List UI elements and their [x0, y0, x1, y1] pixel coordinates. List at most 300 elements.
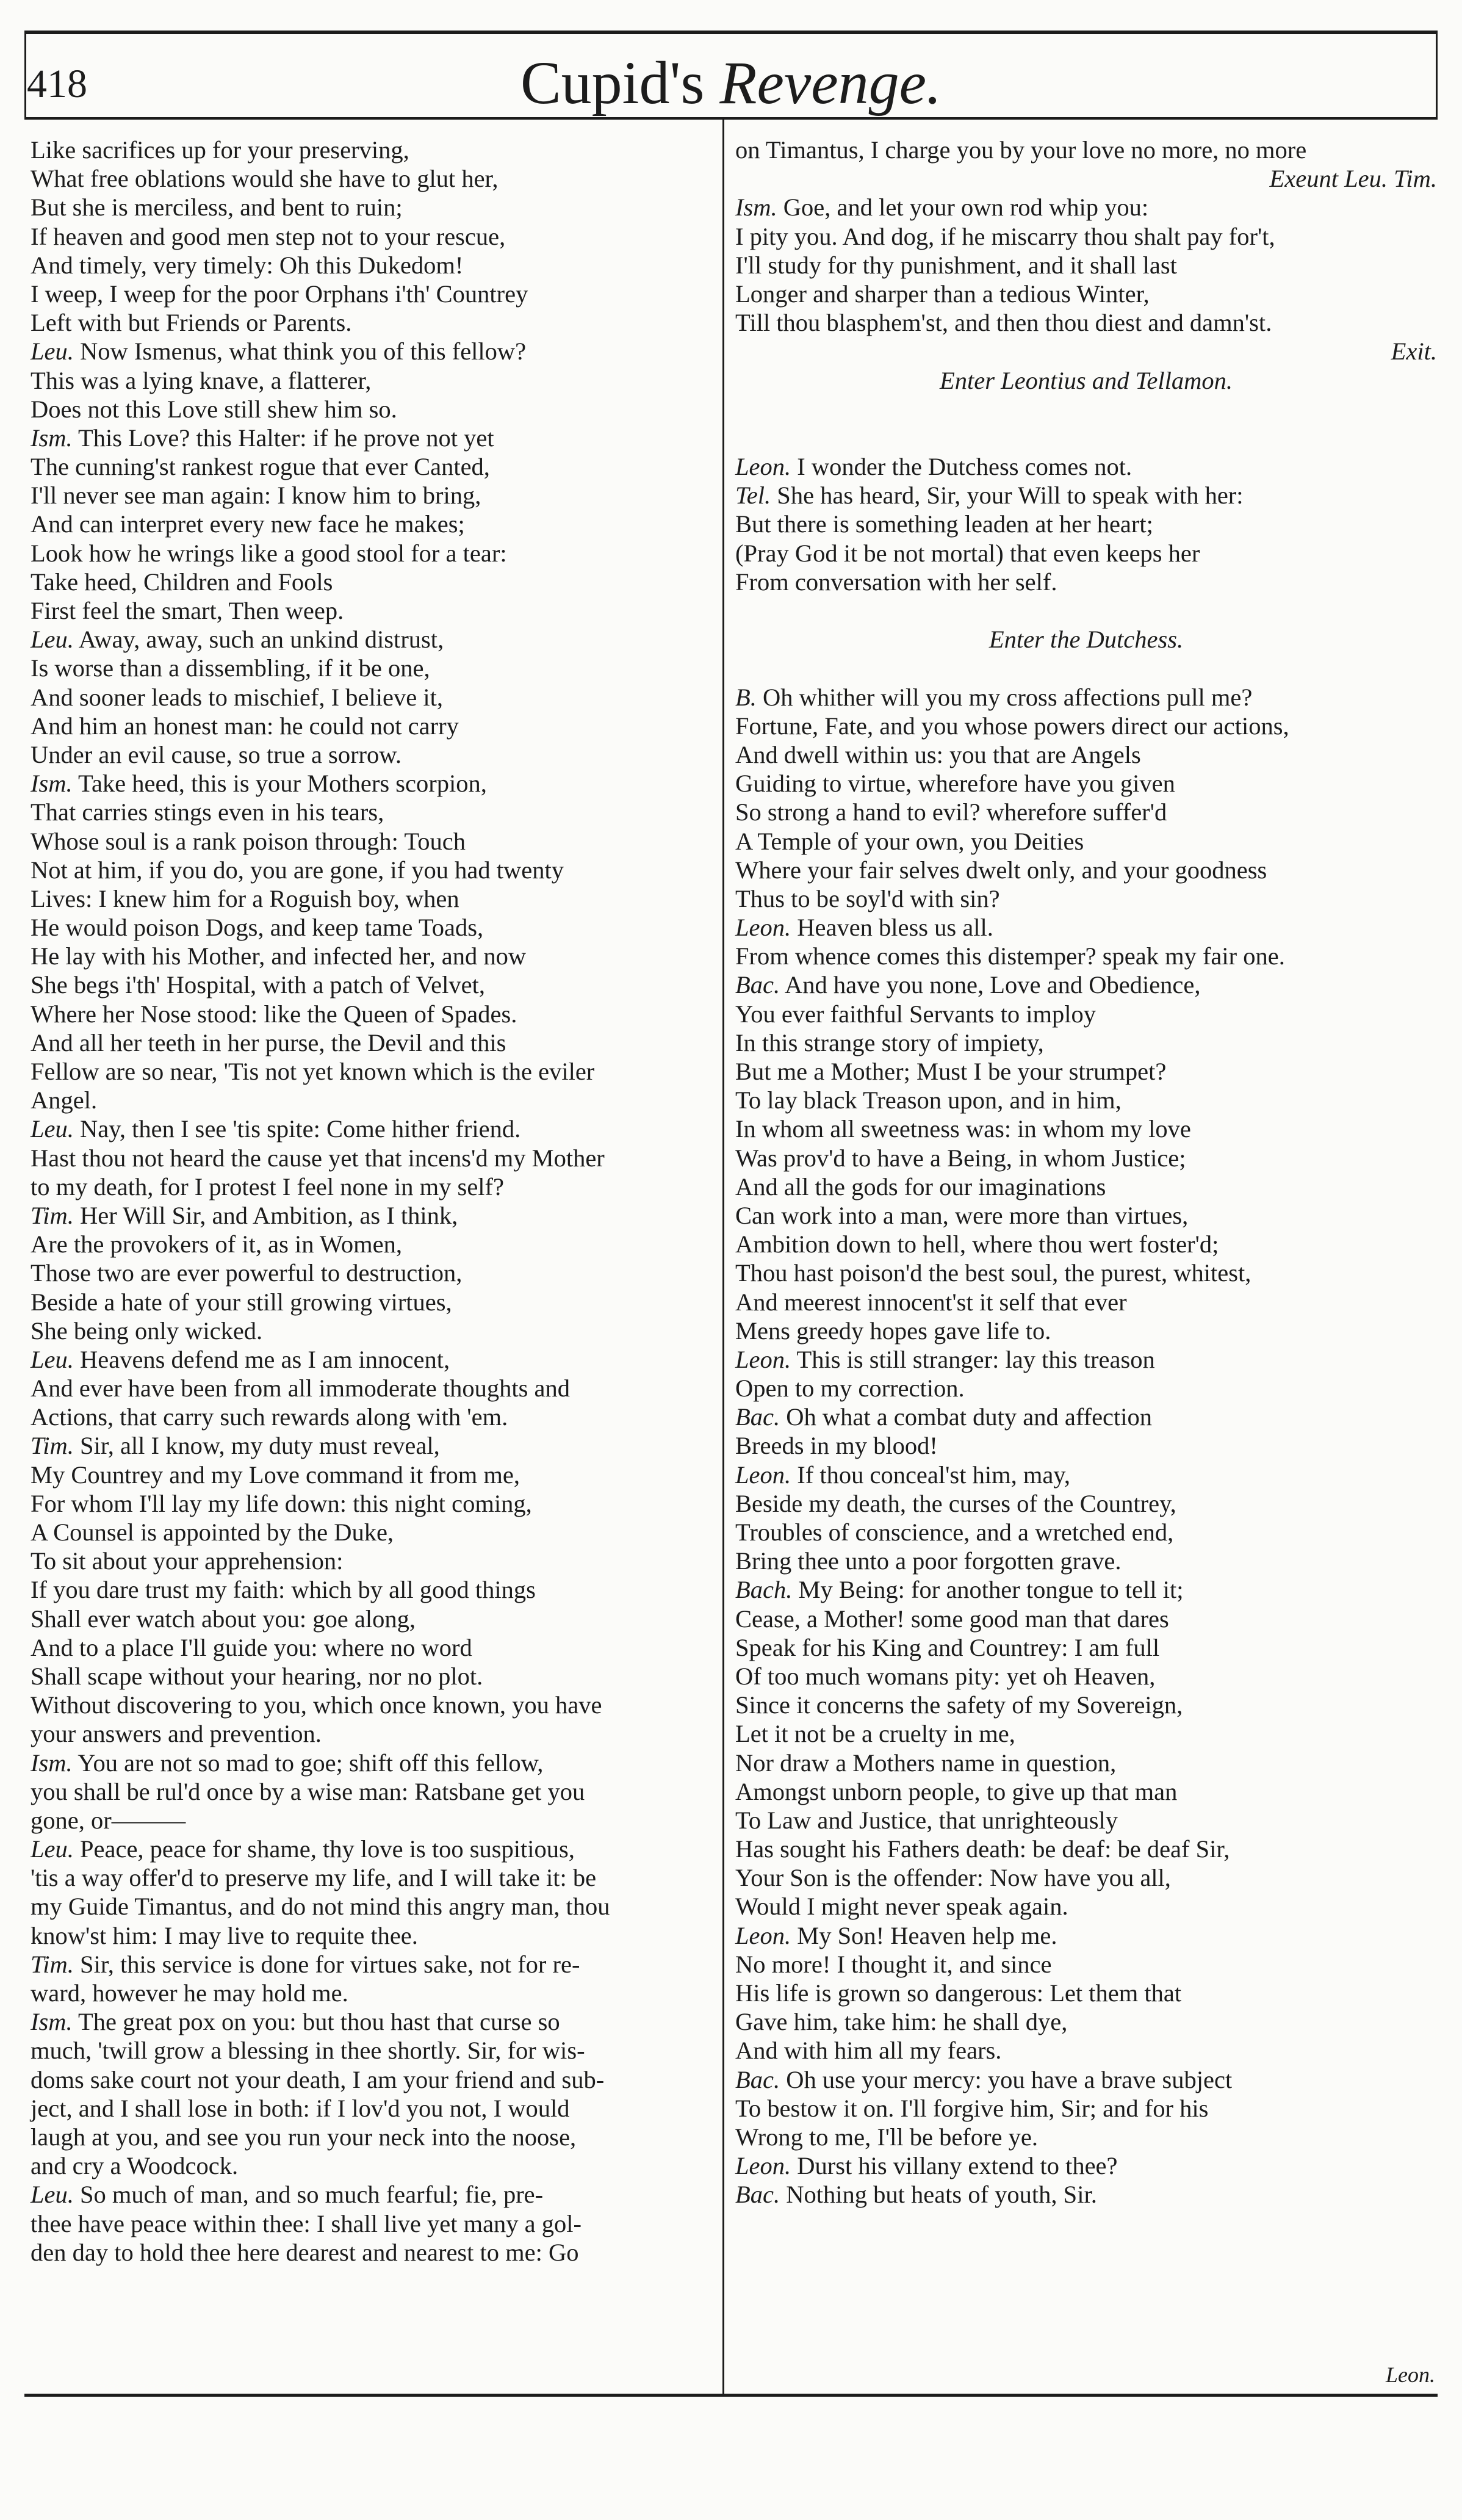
- speaker-label: Bac.: [735, 971, 780, 999]
- line-text: From whence comes this distemper? speak my fair one.: [735, 942, 1285, 970]
- line-text: much, 'twill grow a blessing in thee shortly. Sir, for wis-: [31, 2037, 585, 2065]
- line-text: Nothing but heats of youth, Sir.: [786, 2181, 1097, 2209]
- line-text: laugh at you, and see you run your neck into the noose,: [31, 2123, 577, 2151]
- line-text: To lay black Treason upon, and in him,: [735, 1086, 1122, 1114]
- text-line: [31, 1806, 714, 1835]
- speaker-label: Ism.: [31, 1749, 73, 1777]
- text-line: [31, 539, 714, 568]
- line-text: to my death, for I protest I feel none in my self?: [31, 1172, 505, 1200]
- line-text: Oh use your mercy: you have a brave subject: [786, 2065, 1233, 2093]
- text-line: [735, 1345, 1437, 1374]
- column-divider: [722, 120, 724, 2395]
- speaker-label: Leu.: [31, 338, 74, 366]
- line-text: Without discovering to you, which once known, you have: [31, 1691, 602, 1719]
- text-line: [735, 308, 1437, 337]
- line-text: I weep, I weep for the poor Orphans i'th' Countrey: [31, 280, 528, 308]
- text-line: [735, 222, 1437, 251]
- line-text: In this strange story of impiety,: [735, 1028, 1044, 1056]
- line-text: Under an evil cause, so true a sorrow.: [31, 740, 402, 768]
- line-text: Gave him, take him: he shall dye,: [735, 2008, 1068, 2036]
- line-text: His life is grown so dangerous: Let them that: [735, 1979, 1182, 2007]
- line-text: And all the gods for our imaginations: [735, 1172, 1106, 1200]
- text-line: [31, 395, 714, 424]
- text-line: [31, 1749, 714, 1777]
- line-text: And meerest innocent'st it self that ever: [735, 1288, 1127, 1316]
- line-text: (Pray God it be not mortal) that even keeps her: [735, 539, 1200, 567]
- line-text: Shall ever watch about you: goe along,: [31, 1605, 416, 1633]
- page-number: 418: [27, 62, 87, 106]
- text-line: [735, 827, 1437, 856]
- line-text: You ever faithful Servants to imploy: [735, 1000, 1096, 1028]
- text-line: [31, 2209, 714, 2238]
- speaker-label: Tel.: [735, 482, 771, 510]
- text-line: [31, 1288, 714, 1316]
- text-line: [31, 913, 714, 942]
- text-line: [31, 1719, 714, 1748]
- line-text: den day to hold thee here dearest and nearest to me: Go: [31, 2238, 579, 2266]
- speaker-label: Ism.: [31, 424, 73, 452]
- text-line: [735, 1374, 1437, 1403]
- line-text: He lay with his Mother, and infected her, and now: [31, 942, 527, 970]
- line-text: He would poison Dogs, and keep tame Toads,: [31, 914, 484, 942]
- top-rule: [24, 31, 1438, 34]
- line-text: Whose soul is a rank poison through: Touch: [31, 827, 466, 855]
- text-line: [31, 337, 714, 366]
- line-text: So much of man, and so much fearful; fie, pre-: [80, 2181, 544, 2209]
- line-text: To Law and Justice, that unrighteously: [735, 1806, 1118, 1834]
- line-text: Oh what a combat duty and affection: [786, 1403, 1153, 1431]
- line-text: A Temple of your own, you Deities: [735, 827, 1084, 855]
- line-text: But she is merciless, and bent to ruin;: [31, 193, 403, 222]
- line-text: Away, away, such an unkind distrust,: [78, 626, 444, 654]
- text-line: [31, 424, 714, 452]
- line-text: Peace, peace for shame, thy love is too suspitious,: [80, 1835, 575, 1863]
- text-line: [31, 1258, 714, 1287]
- line-text: And ever have been from all immoderate thoughts and: [31, 1374, 570, 1403]
- line-text: First feel the smart, Then weep.: [31, 597, 344, 624]
- line-text: Let it not be a cruelty in me,: [735, 1720, 1015, 1748]
- line-text: Mens greedy hopes gave life to.: [735, 1316, 1051, 1345]
- text-line: [31, 1835, 714, 1863]
- line-text: Angel.: [31, 1086, 98, 1114]
- text-line: [735, 337, 1437, 366]
- text-line: [31, 1547, 714, 1575]
- text-line: [31, 1114, 714, 1143]
- text-line: [735, 970, 1437, 999]
- line-text: You are not so mad to goe; shift off this fellow,: [77, 1749, 544, 1777]
- text-line: [31, 798, 714, 826]
- line-text: If you dare trust my faith: which by all good things: [31, 1576, 536, 1604]
- line-text: Left with but Friends or Parents.: [31, 309, 352, 337]
- text-line: [31, 1460, 714, 1489]
- line-text: Like sacrifices up for your preserving,: [31, 136, 409, 164]
- text-line: [31, 164, 714, 193]
- line-text: Was prov'd to have a Being, in whom Justice;: [735, 1144, 1186, 1172]
- text-line: [735, 625, 1437, 654]
- line-text: The cunning'st rankest rogue that ever Canted,: [31, 453, 490, 481]
- text-line: [735, 1230, 1437, 1258]
- line-text: Would I might never speak again.: [735, 1893, 1068, 1921]
- line-text: ward, however he may hold me.: [31, 1979, 348, 2007]
- text-line: [31, 1489, 714, 1518]
- line-text: This is still stranger: lay this treason: [796, 1345, 1155, 1373]
- line-text: I pity you. And dog, if he miscarry thou shalt pay for't,: [735, 222, 1275, 250]
- text-line: [735, 568, 1437, 596]
- text-line: [31, 366, 714, 395]
- line-text: Durst his villany extend to thee?: [797, 2152, 1118, 2180]
- text-line: [735, 1921, 1437, 1950]
- line-text: gone, or———: [31, 1806, 186, 1834]
- line-text: on Timantus, I charge you by your love no more, no more: [735, 136, 1307, 164]
- line-text: Heavens defend me as I am innocent,: [80, 1345, 450, 1373]
- line-text: know'st him: I may live to requite thee.: [31, 1921, 418, 1949]
- line-text: Look how he wrings like a good stool for a tear:: [31, 539, 507, 567]
- text-line: [735, 1403, 1437, 1431]
- text-line: [31, 2065, 714, 2094]
- line-text: Her Will Sir, and Ambition, as I think,: [80, 1201, 458, 1229]
- line-text: To sit about your apprehension:: [31, 1547, 344, 1575]
- text-line: [735, 452, 1437, 481]
- speaker-label: Bac.: [735, 2181, 780, 2209]
- line-text: And timely, very timely: Oh this Dukedom!: [31, 251, 464, 279]
- line-text: Amongst unborn people, to give up that man: [735, 1777, 1178, 1805]
- line-text: Exit.: [1391, 338, 1437, 366]
- text-line: [735, 798, 1437, 826]
- text-line: [735, 1863, 1437, 1892]
- text-line: [735, 712, 1437, 740]
- line-text: Hast thou not heard the cause yet that incens'd my Mother: [31, 1144, 605, 1172]
- line-text: Speak for his King and Countrey: I am full: [735, 1633, 1160, 1661]
- text-line: [735, 2123, 1437, 2151]
- text-line: [31, 1431, 714, 1460]
- text-line: [735, 193, 1437, 222]
- text-line: [735, 740, 1437, 769]
- text-line: [735, 424, 1437, 452]
- text-line: [31, 2151, 714, 2180]
- line-text: I'll never see man again: I know him to bring,: [31, 482, 481, 510]
- speaker-label: B.: [735, 683, 757, 711]
- line-text: Nor draw a Mothers name in question,: [735, 1749, 1117, 1777]
- text-line: [31, 2180, 714, 2209]
- text-line: [735, 1316, 1437, 1345]
- line-text: Exeunt Leu. Tim.: [1269, 165, 1437, 193]
- page-header: [24, 37, 1438, 116]
- text-line: [31, 1230, 714, 1258]
- line-text: and cry a Woodcock.: [31, 2152, 239, 2180]
- text-line: [31, 1950, 714, 1979]
- line-text: To bestow it on. I'll forgive him, Sir; and for his: [735, 2094, 1209, 2122]
- text-line: [31, 1000, 714, 1028]
- text-line: [735, 395, 1437, 424]
- text-line: [31, 1316, 714, 1345]
- text-line: [735, 1749, 1437, 1777]
- line-text: Thou hast poison'd the best soul, the purest, whitest,: [735, 1259, 1251, 1287]
- text-line: [31, 1892, 714, 1921]
- text-line: [31, 654, 714, 682]
- line-text: Take heed, Children and Fools: [31, 568, 333, 596]
- text-line: [31, 942, 714, 970]
- speaker-label: Leu.: [31, 1835, 74, 1863]
- speaker-label: Bac.: [735, 2065, 780, 2093]
- line-text: If heaven and good men step not to your rescue,: [31, 222, 506, 250]
- line-text: She begs i'th' Hospital, with a patch of Velvet,: [31, 971, 485, 999]
- text-line: [31, 683, 714, 712]
- text-line: [31, 1575, 714, 1604]
- text-line: [31, 452, 714, 481]
- text-line: [735, 2180, 1437, 2209]
- line-text: Now Ismenus, what think you of this fellow?: [80, 338, 527, 366]
- line-text: Beside my death, the curses of the Countrey,: [735, 1489, 1176, 1517]
- line-text: I'll study for thy punishment, and it shall last: [735, 251, 1177, 279]
- text-line: [735, 164, 1437, 193]
- text-line: [735, 654, 1437, 682]
- speaker-label: Leon.: [735, 453, 791, 481]
- line-text: Where her Nose stood: like the Queen of Spades.: [31, 1000, 517, 1028]
- title-part-1: Cupid's: [520, 49, 705, 117]
- text-line: [735, 1719, 1437, 1748]
- line-text: Take heed, this is your Mothers scorpion,: [78, 770, 487, 798]
- speaker-label: Leu.: [31, 626, 74, 654]
- text-line: [735, 683, 1437, 712]
- line-text: Where your fair selves dwelt only, and your goodness: [735, 856, 1267, 884]
- speaker-label: Bach.: [735, 1576, 793, 1604]
- line-text: Goe, and let your own rod whip you:: [783, 193, 1149, 222]
- line-text: My Son! Heaven help me.: [797, 1921, 1057, 1949]
- text-line: [735, 1979, 1437, 2007]
- text-line: [31, 308, 714, 337]
- text-line: [31, 1057, 714, 1086]
- line-text: Has sought his Fathers death: be deaf: be deaf Sir,: [735, 1835, 1230, 1863]
- line-text: Does not this Love still shew him so.: [31, 395, 397, 423]
- line-text: A Counsel is appointed by the Duke,: [31, 1518, 394, 1546]
- text-line: [735, 2007, 1437, 2036]
- text-line: [735, 884, 1437, 913]
- text-line: [735, 1028, 1437, 1057]
- speaker-label: Tim.: [31, 1950, 74, 1978]
- text-line: [735, 1806, 1437, 1835]
- text-line: [31, 970, 714, 999]
- text-line: [735, 2151, 1437, 2180]
- text-line: [31, 1028, 714, 1057]
- line-text: This Love? this Halter: if he prove not yet: [78, 424, 494, 452]
- text-line: [735, 2065, 1437, 2094]
- line-text: This was a lying knave, a flatterer,: [31, 366, 372, 394]
- line-text: Is worse than a dissembling, if it be one,: [31, 654, 430, 682]
- line-text: Cease, a Mother! some good man that dares: [735, 1605, 1169, 1633]
- line-text: Heaven bless us all.: [797, 914, 993, 942]
- line-text: Bring thee unto a poor forgotten grave.: [735, 1547, 1122, 1575]
- text-line: [31, 510, 714, 538]
- line-text: Fortune, Fate, and you whose powers direct our actions,: [735, 712, 1289, 740]
- text-line: [735, 1258, 1437, 1287]
- text-line: [31, 1518, 714, 1547]
- text-line: [31, 193, 714, 222]
- text-line: [735, 1057, 1437, 1086]
- speaker-label: Leon.: [735, 2152, 791, 2180]
- running-head: [24, 48, 1438, 118]
- text-line: [735, 1288, 1437, 1316]
- text-line: [31, 712, 714, 740]
- speaker-label: Bac.: [735, 1403, 780, 1431]
- text-line: [31, 2123, 714, 2151]
- line-text: She has heard, Sir, your Will to speak with her:: [777, 482, 1244, 510]
- text-line: [31, 1921, 714, 1950]
- line-text: Till thou blasphem'st, and then thou diest and damn'st.: [735, 309, 1272, 337]
- text-line: [31, 856, 714, 884]
- line-text: your answers and prevention.: [31, 1720, 322, 1748]
- text-line: [735, 251, 1437, 280]
- speaker-label: Leon.: [735, 914, 791, 942]
- speaker-label: Leu.: [31, 1345, 74, 1373]
- line-text: That carries stings even in his tears,: [31, 798, 384, 826]
- text-line: [735, 1000, 1437, 1028]
- text-line: [735, 1835, 1437, 1863]
- text-line: [735, 1950, 1437, 1979]
- text-line: [735, 1086, 1437, 1114]
- text-line: [31, 568, 714, 596]
- line-text: Sir, this service is done for virtues sake, not for re-: [80, 1950, 580, 1978]
- text-line: [31, 1086, 714, 1114]
- line-text: Those two are ever powerful to destruction,: [31, 1259, 463, 1287]
- text-line: [735, 510, 1437, 538]
- text-line: [735, 539, 1437, 568]
- line-text: So strong a hand to evil? wherefore suffer'd: [735, 798, 1167, 826]
- line-text: Wrong to me, I'll be before ye.: [735, 2123, 1038, 2151]
- text-line: [735, 596, 1437, 625]
- line-text: But me a Mother; Must I be your strumpet?: [735, 1058, 1167, 1085]
- bottom-rule: [24, 2394, 1438, 2397]
- text-line: [735, 366, 1437, 395]
- text-line: [735, 1575, 1437, 1604]
- line-text: doms sake court not your death, I am your friend and sub-: [31, 2065, 605, 2093]
- text-line: [31, 884, 714, 913]
- text-line: [735, 1431, 1437, 1460]
- line-text: The great pox on you: but thou hast that curse so: [78, 2008, 560, 2036]
- line-text: Enter the Dutchess.: [988, 626, 1184, 654]
- line-text: Since it concerns the safety of my Sovereign,: [735, 1691, 1183, 1719]
- text-line: [735, 769, 1437, 798]
- line-text: Beside a hate of your still growing virtues,: [31, 1288, 452, 1316]
- right-column: [735, 135, 1437, 2209]
- text-line: [735, 1489, 1437, 1518]
- line-text: No more! I thought it, and since: [735, 1950, 1052, 1978]
- text-line: [31, 1863, 714, 1892]
- text-line: [735, 1460, 1437, 1489]
- speaker-label: Leu.: [31, 1115, 74, 1143]
- line-text: Sir, all I know, my duty must reveal,: [80, 1432, 440, 1460]
- text-line: [735, 1605, 1437, 1633]
- line-text: I wonder the Dutchess comes not.: [797, 453, 1133, 481]
- text-line: [31, 1777, 714, 1806]
- line-text: And all her teeth in her purse, the Devil and this: [31, 1028, 506, 1056]
- line-text: Can work into a man, were more than virtues,: [735, 1201, 1189, 1229]
- text-line: [31, 1172, 714, 1201]
- line-text: But there is something leaden at her heart;: [735, 510, 1153, 538]
- line-text: If thou conceal'st him, may,: [797, 1460, 1071, 1489]
- speaker-label: Leon.: [735, 1345, 791, 1373]
- text-line: [31, 1605, 714, 1633]
- line-text: Enter Leontius and Tellamon.: [939, 366, 1233, 394]
- line-text: Lives: I knew him for a Roguish boy, when: [31, 884, 459, 912]
- line-text: Fellow are so near, 'Tis not yet known which is the eviler: [31, 1058, 595, 1085]
- line-text: Actions, that carry such rewards along with 'em.: [31, 1403, 508, 1431]
- text-line: [31, 625, 714, 654]
- text-line: [735, 1547, 1437, 1575]
- line-text: Not at him, if you do, you are gone, if you had twenty: [31, 856, 564, 884]
- text-line: [31, 1374, 714, 1403]
- speaker-label: Leu.: [31, 2181, 74, 2209]
- left-column: [31, 135, 714, 2267]
- text-line: [31, 2094, 714, 2123]
- line-text: Are the provokers of it, as in Women,: [31, 1230, 402, 1258]
- catchword: Leon.: [1386, 2363, 1435, 2387]
- text-line: [31, 1691, 714, 1719]
- text-line: [735, 856, 1437, 884]
- text-line: [31, 251, 714, 280]
- text-line: [735, 1518, 1437, 1547]
- text-line: [31, 2238, 714, 2267]
- text-line: [735, 1201, 1437, 1230]
- line-text: Shall scape without your hearing, nor no plot.: [31, 1662, 483, 1690]
- text-line: [31, 2036, 714, 2065]
- text-line: [735, 1144, 1437, 1172]
- line-text: Thus to be soyl'd with sin?: [735, 884, 1000, 912]
- speaker-label: Ism.: [31, 2008, 73, 2036]
- line-text: And him an honest man: he could not carry: [31, 712, 459, 740]
- text-line: [735, 913, 1437, 942]
- text-line: [735, 1114, 1437, 1143]
- line-text: And dwell within us: you that are Angels: [735, 740, 1141, 768]
- line-text: My Being: for another tongue to tell it;: [798, 1576, 1184, 1604]
- line-text: And with him all my fears.: [735, 2037, 1002, 2065]
- text-line: [735, 942, 1437, 970]
- text-line: [31, 769, 714, 798]
- line-text: My Countrey and my Love command it from me,: [31, 1460, 520, 1489]
- line-text: Guiding to virtue, wherefore have you given: [735, 770, 1175, 798]
- text-line: [31, 1662, 714, 1691]
- text-line: [735, 1691, 1437, 1719]
- line-text: my Guide Timantus, and do not mind this angry man, thou: [31, 1893, 610, 1921]
- line-text: Troubles of conscience, and a wretched end,: [735, 1518, 1174, 1546]
- text-line: [31, 827, 714, 856]
- text-line: [735, 280, 1437, 308]
- line-text: 'tis a way offer'd to preserve my life, and I will take it: be: [31, 1864, 597, 1892]
- text-line: [31, 1403, 714, 1431]
- text-line: [31, 280, 714, 308]
- line-text: Breeds in my blood!: [735, 1432, 938, 1460]
- text-line: [31, 1345, 714, 1374]
- line-text: Longer and sharper than a tedious Winter,: [735, 280, 1150, 308]
- text-line: [735, 1662, 1437, 1691]
- text-line: [735, 135, 1437, 164]
- line-text: And have you none, Love and Obedience,: [784, 971, 1201, 999]
- speaker-label: Leon.: [735, 1921, 791, 1949]
- text-line: [735, 2036, 1437, 2065]
- text-line: [31, 740, 714, 769]
- text-line: [31, 481, 714, 510]
- line-text: Nay, then I see 'tis spite: Come hither friend.: [80, 1115, 521, 1143]
- speaker-label: Ism.: [31, 770, 73, 798]
- line-text: What free oblations would she have to glut her,: [31, 165, 499, 193]
- line-text: Of too much womans pity: yet oh Heaven,: [735, 1662, 1156, 1690]
- text-line: [31, 1144, 714, 1172]
- title-part-2: Revenge.: [719, 49, 942, 117]
- line-text: Oh whither will you my cross affections pull me?: [763, 683, 1253, 711]
- line-text: For whom I'll lay my life down: this night coming,: [31, 1489, 532, 1517]
- text-line: [735, 1172, 1437, 1201]
- text-line: [735, 481, 1437, 510]
- line-text: She being only wicked.: [31, 1316, 263, 1345]
